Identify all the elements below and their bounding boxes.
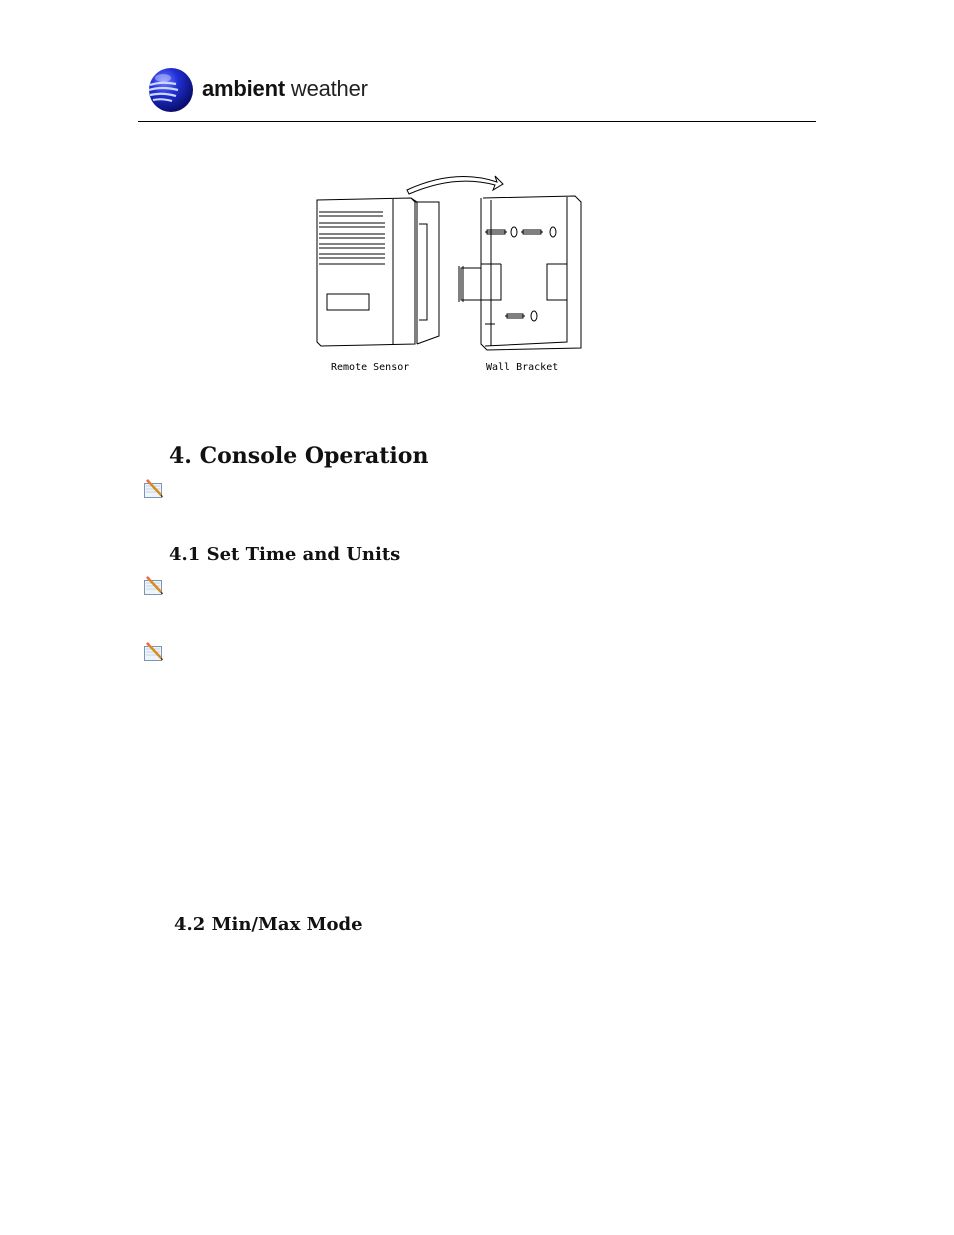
mount-arrow-icon — [407, 176, 503, 194]
remote-sensor-icon — [317, 198, 439, 346]
figure-caption-wall-bracket: Wall Bracket — [486, 362, 559, 373]
figure-caption-remote-sensor: Remote Sensor — [331, 362, 410, 373]
section-heading-set-time-units: 4.1 Set Time and Units — [169, 544, 401, 565]
note-pencil-icon — [143, 478, 165, 500]
brand-wordmark-light: weather — [290, 76, 368, 101]
note-pencil-icon — [143, 575, 165, 597]
sensor-bracket-drawing — [305, 168, 595, 358]
brand-wordmark — [202, 76, 368, 102]
header-divider — [138, 121, 816, 122]
wall-bracket-icon — [459, 196, 581, 350]
brand-logo — [148, 67, 388, 115]
sensor-bracket-figure — [305, 168, 595, 383]
note-pencil-icon — [143, 641, 165, 663]
globe-logo-icon — [148, 67, 194, 113]
brand-wordmark-bold: ambient — [202, 76, 285, 101]
section-heading-min-max-mode: 4.2 Min/Max Mode — [174, 914, 363, 935]
section-heading-console-operation: 4. Console Operation — [169, 443, 429, 469]
